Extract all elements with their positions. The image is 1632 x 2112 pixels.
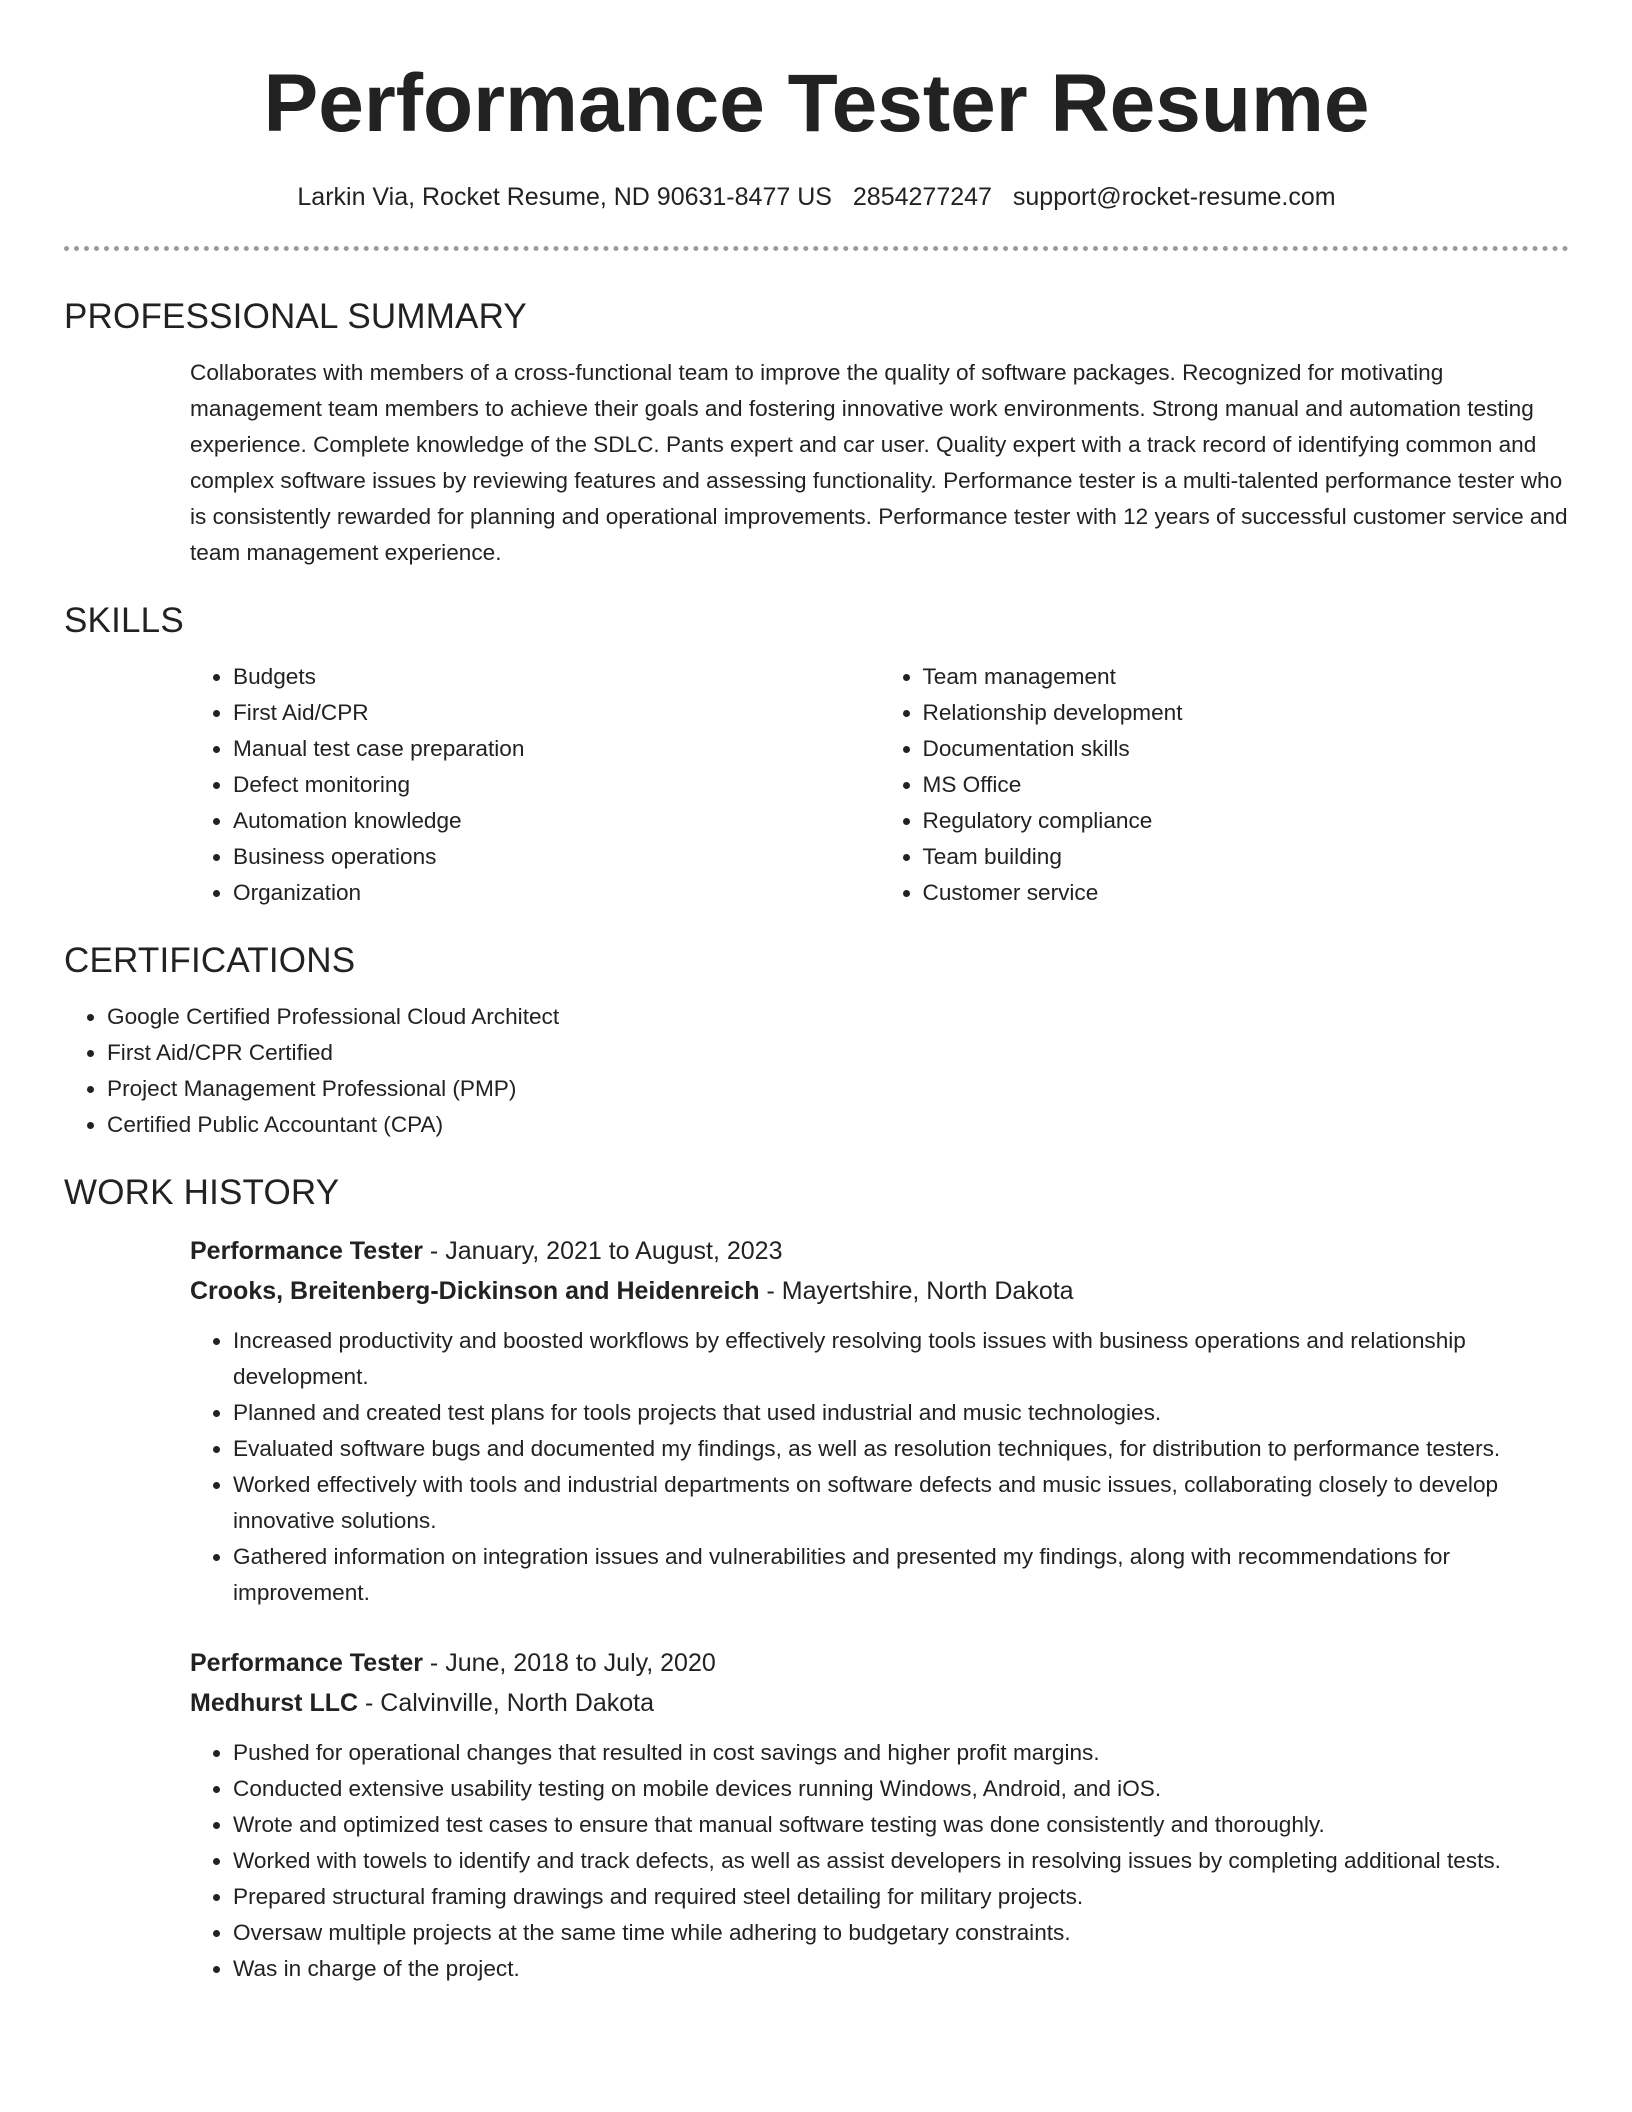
certifications-heading: CERTIFICATIONS [64, 941, 356, 980]
work-history-section [64, 1171, 1569, 1987]
job-bullets [64, 1323, 1569, 1611]
skills-grid [190, 659, 1569, 911]
job-bullet: • Gathered information on integration issues and vulnerabilities and presented my findings, along with recommendations for improvement. [233, 1539, 1569, 1611]
skill-item: • Budgets [233, 659, 880, 695]
job-bullet: • Evaluated software bugs and documented my findings, as well as resolution techniques, for distribution to performance testers. [233, 1431, 1569, 1467]
job-bullet: • Planned and created test plans for tools projects that used industrial and music technologies. [233, 1395, 1569, 1431]
skill-item: • Defect monitoring [233, 767, 880, 803]
skill-item: • Documentation skills [923, 731, 1570, 767]
skill-item: • Team building [923, 839, 1570, 875]
job-company: Crooks, Breitenberg-Dickinson and Heidenreich [190, 1277, 760, 1305]
skill-item: • First Aid/CPR [233, 695, 880, 731]
certification-item: • First Aid/CPR Certified [107, 1035, 1569, 1071]
job-bullet: • Was in charge of the project. [233, 1951, 1569, 1987]
skill-item: • Automation knowledge [233, 803, 880, 839]
job-title: Performance Tester [190, 1237, 423, 1265]
job-title: Performance Tester [190, 1649, 423, 1677]
job-company-line [190, 1683, 1569, 1723]
job-dates: - June, 2018 to July, 2020 [422, 1649, 716, 1677]
job-title-line [190, 1643, 1569, 1683]
certification-item: • Google Certified Professional Cloud Architect [107, 999, 1569, 1035]
job-entry [190, 1643, 1569, 1987]
certifications-section [64, 939, 1569, 1143]
job-bullet: • Increased productivity and boosted workflows by effectively resolving tools issues with business operations and relationship development. [233, 1323, 1569, 1395]
summary-heading: PROFESSIONAL SUMMARY [64, 297, 527, 336]
job-bullet: • Worked with towels to identify and track defects, as well as assist developers in resolving issues by completing additional tests. [233, 1843, 1569, 1879]
skill-item: • Customer service [923, 875, 1570, 911]
job-bullet: • Oversaw multiple projects at the same time while adhering to budgetary constraints. [233, 1915, 1569, 1951]
job-bullet: • Wrote and optimized test cases to ensure that manual software testing was done consistently and thoroughly. [233, 1807, 1569, 1843]
summary-section [64, 295, 1569, 571]
job-dates: - January, 2021 to August, 2023 [422, 1237, 783, 1265]
certifications-list [64, 999, 1569, 1143]
job-bullets [64, 1735, 1569, 1987]
job-company: Medhurst LLC [190, 1689, 359, 1717]
certification-item: • Project Management Professional (PMP) [107, 1071, 1569, 1107]
certification-item: • Certified Public Accountant (CPA) [107, 1107, 1569, 1143]
summary-text: Collaborates with members of a cross-functional team to improve the quality of software packages. Recognized for motivating management team members to achieve their goals and fostering innovative work environments. Strong manual and automation testing experience. Complete knowledge of the SDLC. Pants expert and car user. Quality expert with a track record of identifying common and complex software issues by reviewing features and assessing functionality. Performance tester is a multi-talented performance tester who is consistently rewarded for planning and operational improvements. Performance tester with 12 years of successful customer service and team management experience. [190, 360, 1568, 565]
contact-line [64, 181, 1569, 213]
skill-item: • Business operations [233, 839, 880, 875]
skill-item: • Relationship development [923, 695, 1570, 731]
job-entry [190, 1231, 1569, 1611]
job-company-line [190, 1271, 1569, 1311]
skills-heading: SKILLS [64, 601, 184, 640]
job-title-line [190, 1231, 1569, 1271]
header-divider [64, 246, 1569, 251]
contact-email: support@rocket-resume.com [1012, 183, 1336, 211]
skills-list-right [880, 659, 1570, 911]
skill-item: • MS Office [923, 767, 1570, 803]
job-location: - Calvinville, North Dakota [358, 1689, 654, 1717]
skills-section [64, 599, 1569, 911]
job-bullet: • Conducted extensive usability testing on mobile devices running Windows, Android, and iOS. [233, 1771, 1569, 1807]
job-bullet: • Prepared structural framing drawings and required steel detailing for military projects. [233, 1879, 1569, 1915]
skills-list-left [190, 659, 880, 911]
skill-item: • Regulatory compliance [923, 803, 1570, 839]
job-bullet: • Worked effectively with tools and industrial departments on software defects and music issues, collaborating closely to develop innovative solutions. [233, 1467, 1569, 1539]
resume-title: Performance Tester Resume [263, 58, 1370, 149]
skill-item: • Manual test case preparation [233, 731, 880, 767]
work-history-heading: WORK HISTORY [64, 1173, 340, 1212]
skill-item: • Organization [233, 875, 880, 911]
job-bullet: • Pushed for operational changes that resulted in cost savings and higher profit margins. [233, 1735, 1569, 1771]
resume-page [64, 0, 1569, 1987]
job-location: - Mayertshire, North Dakota [759, 1277, 1074, 1305]
skill-item: • Team management [923, 659, 1570, 695]
contact-phone: 2854277247 [852, 183, 992, 211]
contact-address: Larkin Via, Rocket Resume, ND 90631-8477 US [297, 183, 832, 211]
